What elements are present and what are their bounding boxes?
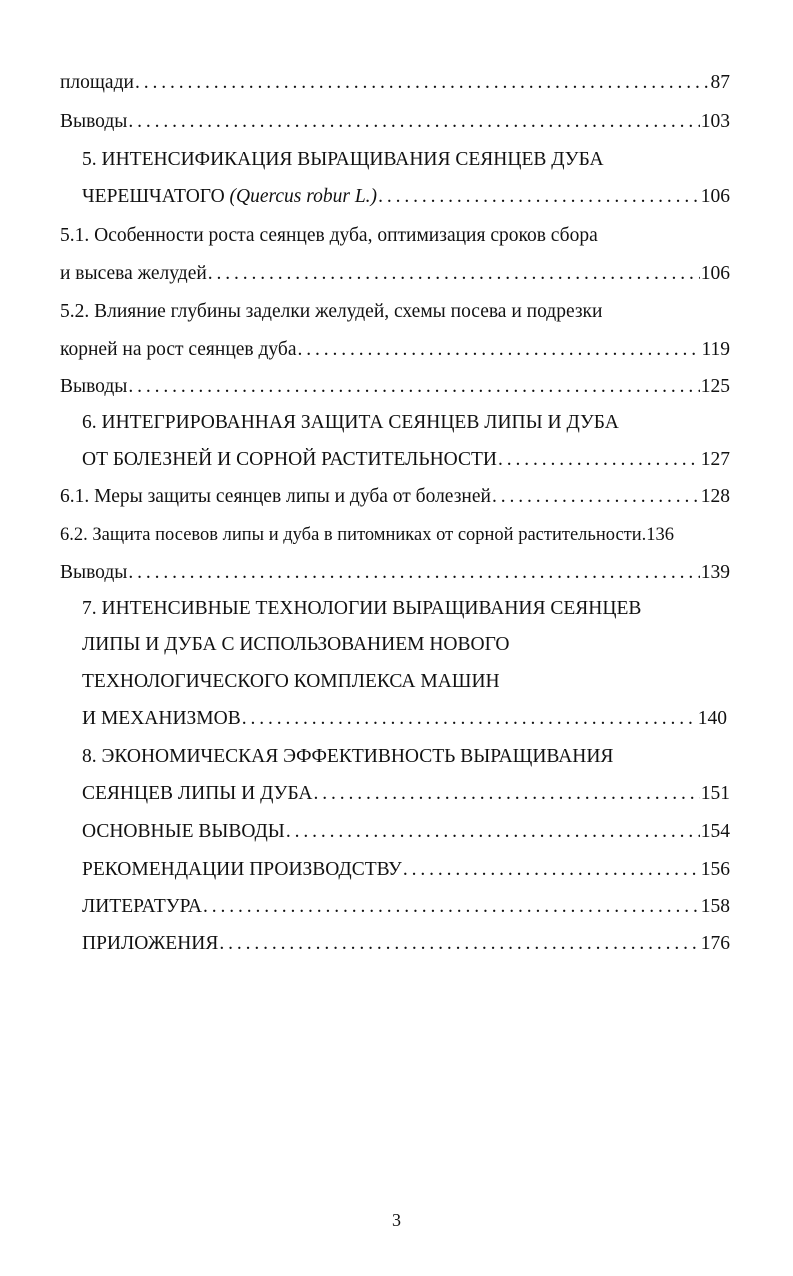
toc-entry (60, 372, 730, 402)
dot-leader (242, 704, 697, 734)
toc-entry-page: 125 (700, 376, 730, 397)
toc-entry-page: 156 (700, 859, 730, 880)
toc-entry-page: 119 (701, 339, 730, 360)
toc-entry-page: 103 (700, 111, 730, 132)
dot-leader (498, 445, 700, 475)
toc-entry (60, 259, 730, 289)
toc-entry-title: ОТ БОЛЕЗНЕЙ И СОРНОЙ РАСТИТЕЛЬНОСТИ (82, 449, 498, 470)
dot-leader (135, 68, 710, 98)
toc-entry (82, 929, 730, 959)
toc-entry-page: 140 (697, 708, 727, 729)
dot-leader (128, 372, 699, 402)
toc-entry-title: Выводы (60, 111, 128, 132)
chapter-heading: 6. ИНТЕГРИРОВАННАЯ ЗАЩИТА СЕЯНЦЕВ ЛИПЫ И ДУБА (82, 412, 619, 433)
toc-entry-page: 158 (700, 896, 730, 917)
toc-entry (82, 182, 730, 212)
dot-leader (128, 107, 699, 137)
toc-entry (82, 445, 730, 475)
chapter-heading: 8. ЭКОНОМИЧЕСКАЯ ЭФФЕКТИВНОСТЬ ВЫРАЩИВАНИЯ (82, 746, 614, 767)
dot-leader (128, 558, 699, 588)
dot-leader (203, 892, 700, 922)
toc-entry-page: 128 (700, 486, 730, 507)
toc-entry-page: 106 (700, 186, 730, 207)
toc-entry-title: корней на рост сеянцев дуба (60, 339, 297, 360)
chapter-heading: 7. ИНТЕНСИВНЫЕ ТЕХНОЛОГИИ ВЫРАЩИВАНИЯ СЕЯНЦЕВ (82, 598, 642, 619)
dot-leader (219, 929, 699, 959)
dot-leader (403, 855, 700, 885)
toc-entry (82, 704, 727, 734)
toc-entry (60, 482, 730, 512)
chapter-heading-cont: ТЕХНОЛОГИЧЕСКОГО КОМПЛЕКСА МАШИН (82, 671, 500, 692)
toc-entry-title: ОСНОВНЫЕ ВЫВОДЫ (82, 821, 285, 842)
toc-entry (82, 855, 730, 885)
toc-entry (60, 558, 730, 588)
dot-leader (286, 817, 700, 847)
dot-leader (378, 182, 700, 212)
dot-leader (208, 259, 700, 289)
page-number: 3 (392, 1210, 401, 1230)
latin-name: (Quercus robur L.) (229, 186, 378, 207)
toc-entry-title: СЕЯНЦЕВ ЛИПЫ И ДУБА (82, 783, 313, 804)
toc-entry-title (82, 182, 377, 212)
toc-entry (60, 335, 730, 365)
toc-entry-title: ПРИЛОЖЕНИЯ (82, 933, 219, 954)
toc-entry (82, 779, 730, 809)
toc-entry-title: Выводы (60, 376, 128, 397)
toc-entry-page: 154 (700, 821, 730, 842)
toc-entry (60, 68, 730, 98)
section-heading: 5.2. Влияние глубины заделки желудей, схемы посева и подрезки (60, 301, 603, 322)
toc-entry-title: и высева желудей (60, 263, 207, 284)
toc-entry-page: 127 (700, 449, 730, 470)
toc-entry (60, 107, 730, 137)
toc-entry-page: 176 (700, 933, 730, 954)
chapter-heading-cont: ЛИПЫ И ДУБА С ИСПОЛЬЗОВАНИЕМ НОВОГО (82, 634, 510, 655)
chapter-heading: 5. ИНТЕНСИФИКАЦИЯ ВЫРАЩИВАНИЯ СЕЯНЦЕВ ДУБА (82, 149, 604, 170)
toc-entry (82, 892, 730, 922)
toc-entry-title: ЛИТЕРАТУРА (82, 896, 202, 917)
toc-entry-page: 87 (710, 72, 730, 93)
toc-entry-page: 139 (700, 562, 730, 583)
dot-leader (492, 482, 700, 512)
toc-entry-title: И МЕХАНИЗМОВ (82, 708, 241, 729)
toc-entry-title: площади (60, 72, 134, 93)
toc-entry-title: 6.1. Меры защиты сеянцев липы и дуба от болезней (60, 486, 491, 507)
section-heading: 5.1. Особенности роста сеянцев дуба, оптимизация сроков сбора (60, 225, 598, 246)
toc-entry-title: Выводы (60, 562, 128, 583)
toc-entry-title-text: ЧЕРЕШЧАТОГО (82, 186, 230, 207)
toc-entry-title: 6.2. Защита посевов липы и дуба в питомниках от сорной растительности. (60, 525, 647, 545)
toc-entry-title: РЕКОМЕНДАЦИИ ПРОИЗВОДСТВУ (82, 859, 402, 880)
toc-entry (82, 817, 730, 847)
dot-leader (313, 779, 699, 809)
toc-entry (60, 520, 733, 550)
dot-leader (298, 335, 701, 365)
toc-entry-page: 106 (700, 263, 730, 284)
toc-entry-page: 151 (700, 783, 730, 804)
toc-entry-page: 136 (646, 525, 675, 545)
